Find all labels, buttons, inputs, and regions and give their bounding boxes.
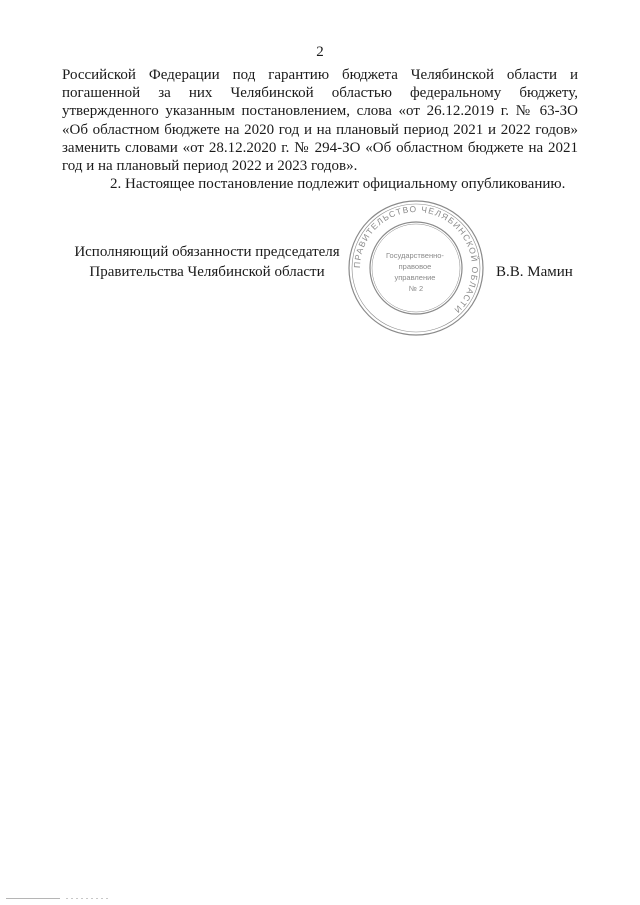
- paragraph-2: 2. Настоящее постановление подлежит официальному опубликованию.: [110, 176, 566, 193]
- signature-title-line2: Правительства Челябинской области: [89, 264, 325, 280]
- page-number: 2: [316, 44, 324, 60]
- document-body: [62, 66, 578, 193]
- signature-title: [62, 242, 352, 282]
- stamp-outer-text: ПРАВИТЕЛЬСТВО ЧЕЛЯБИНСКОЙ ОБЛАСТИ: [351, 203, 481, 316]
- signature-title-line1: Исполняющий обязанности председателя: [74, 244, 340, 260]
- official-seal-stamp: [346, 198, 486, 338]
- svg-text:Государственно- правовое: Государственно- правовое управление № 2: [385, 251, 444, 293]
- signature-name: В.В. Мамин: [496, 264, 573, 280]
- paragraph-1: Российской Федерации под гарантию бюджета Челябинской области и погашенной за них Челябинской областью федеральному бюджету, утвержденного указанным постановлением, слова «от 26.12.2019 г. № 63-ЗО «Об областном бюджете на 2020 год и на плановый период 2021 и 2022 годов» заменить словами «от 28.12.2020 г. № 294-ЗО «Об областном бюджете на 2021 год и на плановый период 2022 и 2023 годов».: [62, 67, 578, 175]
- footer-scan-mark: [0, 897, 120, 900]
